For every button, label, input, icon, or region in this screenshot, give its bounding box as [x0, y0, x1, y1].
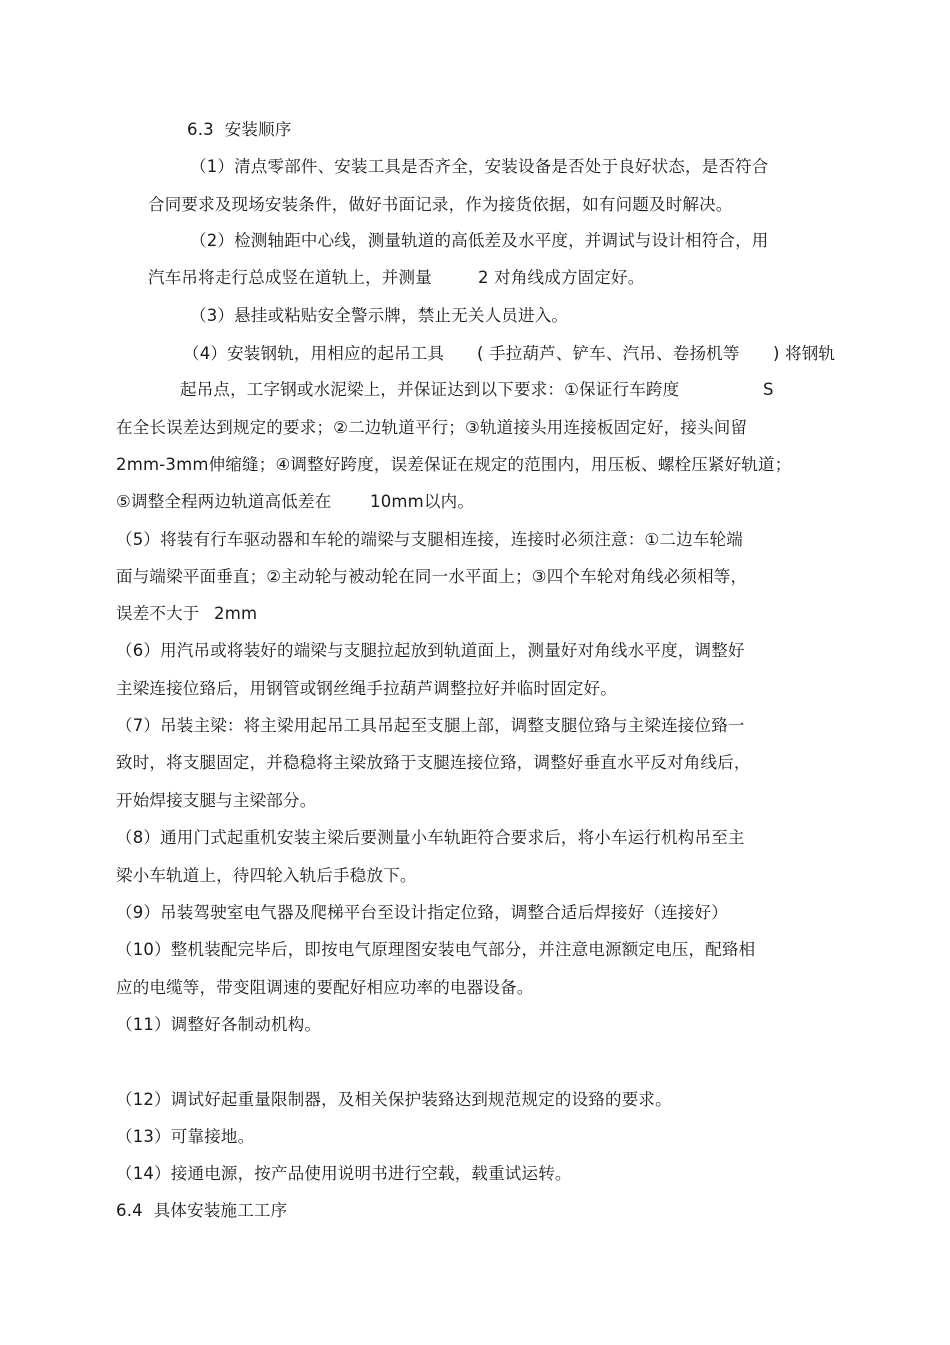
step-4-line-5b: 10mm以内。 — [370, 492, 475, 511]
step-4-line-1c: ) 将钢轨 — [773, 344, 836, 363]
step-5-line-2: 面与端梁平面垂直；②主动轮与被动轮在同一水平面上；③四个车轮对角线必须相等， — [116, 567, 748, 586]
step-4-line-2a: 起吊点，工字钢或水泥梁上，并保证达到以下要求：①保证行车跨度 — [180, 380, 680, 399]
step-14: （14）接通电源，按产品使用说明书进行空载，载重试运转。 — [116, 1164, 572, 1183]
step-6-line-1: （6）用汽吊或将装好的端梁与支腿拉起放到轨道面上，测量好对角线水平度，调整好 — [116, 641, 745, 660]
step-2-line-1: （2）检测轴距中心线，测量轨道的高低差及水平度，并调试与设计相符合，用 — [190, 231, 769, 250]
step-13: （13）可靠接地。 — [116, 1127, 255, 1146]
step-10-line-1: （10）整机装配完毕后，即按电气原理图安装电气部分，并注意电源额定电压，配臵相 — [116, 940, 756, 959]
step-7-line-3: 开始焊接支腿与主梁部分。 — [116, 791, 317, 810]
step-4-line-3: 在全长误差达到规定的要求；②二边轨道平行；③轨道接头用连接板固定好，接头间留 — [116, 418, 748, 437]
step-1-line-2: 合同要求及现场安装条件，做好书面记录，作为接货依据，如有问题及时解决。 — [148, 195, 733, 214]
step-8-line-1: （8）通用门式起重机安装主梁后要测量小车轨距符合要求后，将小车运行机构吊至主 — [116, 828, 745, 847]
step-4-line-1a: （4）安装钢轨，用相应的起吊工具 — [183, 344, 445, 363]
step-4-line-2b: S — [763, 380, 774, 399]
step-4-line-1b: ( 手拉葫芦、铲车、汽吊、卷扬机等 — [477, 344, 740, 363]
step-1-line-1: （1）清点零部件、安装工具是否齐全，安装设备是否处于良好状态，是否符合 — [190, 157, 769, 176]
step-6-line-2: 主梁连接位臵后，用钢管或钢丝绳手拉葫芦调整拉好并临时固定好。 — [116, 679, 617, 698]
step-2-line-2-tail: 2 对角线成方固定好。 — [478, 268, 645, 287]
step-5-line-1: （5）将装有行车驱动器和车轮的端梁与支腿相连接，连接时必须注意：①二边车轮端 — [116, 530, 743, 549]
step-4-line-5a: ⑤调整全程两边轨道高低差在 — [116, 492, 332, 511]
step-4-line-4: 2mm-3mm伸缩缝；④调整好跨度，误差保证在规定的范围内，用压板、螺栓压紧好轨道； — [116, 455, 792, 474]
step-5-line-3b: 2mm — [214, 604, 258, 623]
step-11: （11）调整好各制动机构。 — [116, 1015, 322, 1034]
step-12: （12）调试好起重量限制器，及相关保护装臵达到规范规定的设臵的要求。 — [116, 1090, 672, 1109]
step-9: （9）吊装驾驶室电气器及爬梯平台至设计指定位臵，调整合适后焊接好（连接好） — [116, 903, 728, 922]
section-6-3-heading: 6.3 安装顺序 — [187, 120, 292, 139]
step-2-line-2: 汽车吊将走行总成竖在道轨上，并测量 — [148, 268, 432, 287]
section-6-4-heading: 6.4 具体安装施工工序 — [116, 1201, 288, 1220]
step-10-line-2: 应的电缆等，带变阻调速的要配好相应功率的电器设备。 — [116, 978, 534, 997]
step-5-line-3a: 误差不大于 — [116, 604, 200, 623]
step-7-line-1: （7）吊装主梁：将主梁用起吊工具吊起至支腿上部，调整支腿位臵与主梁连接位臵一 — [116, 716, 745, 735]
step-3: （3）悬挂或粘贴安全警示牌，禁止无关人员进入。 — [190, 306, 569, 325]
step-8-line-2: 梁小车轨道上，待四轮入轨后手稳放下。 — [116, 866, 417, 885]
step-7-line-2: 致时，将支腿固定，并稳稳将主梁放臵于支腿连接位臵，调整好垂直水平反对角线后， — [116, 753, 751, 772]
